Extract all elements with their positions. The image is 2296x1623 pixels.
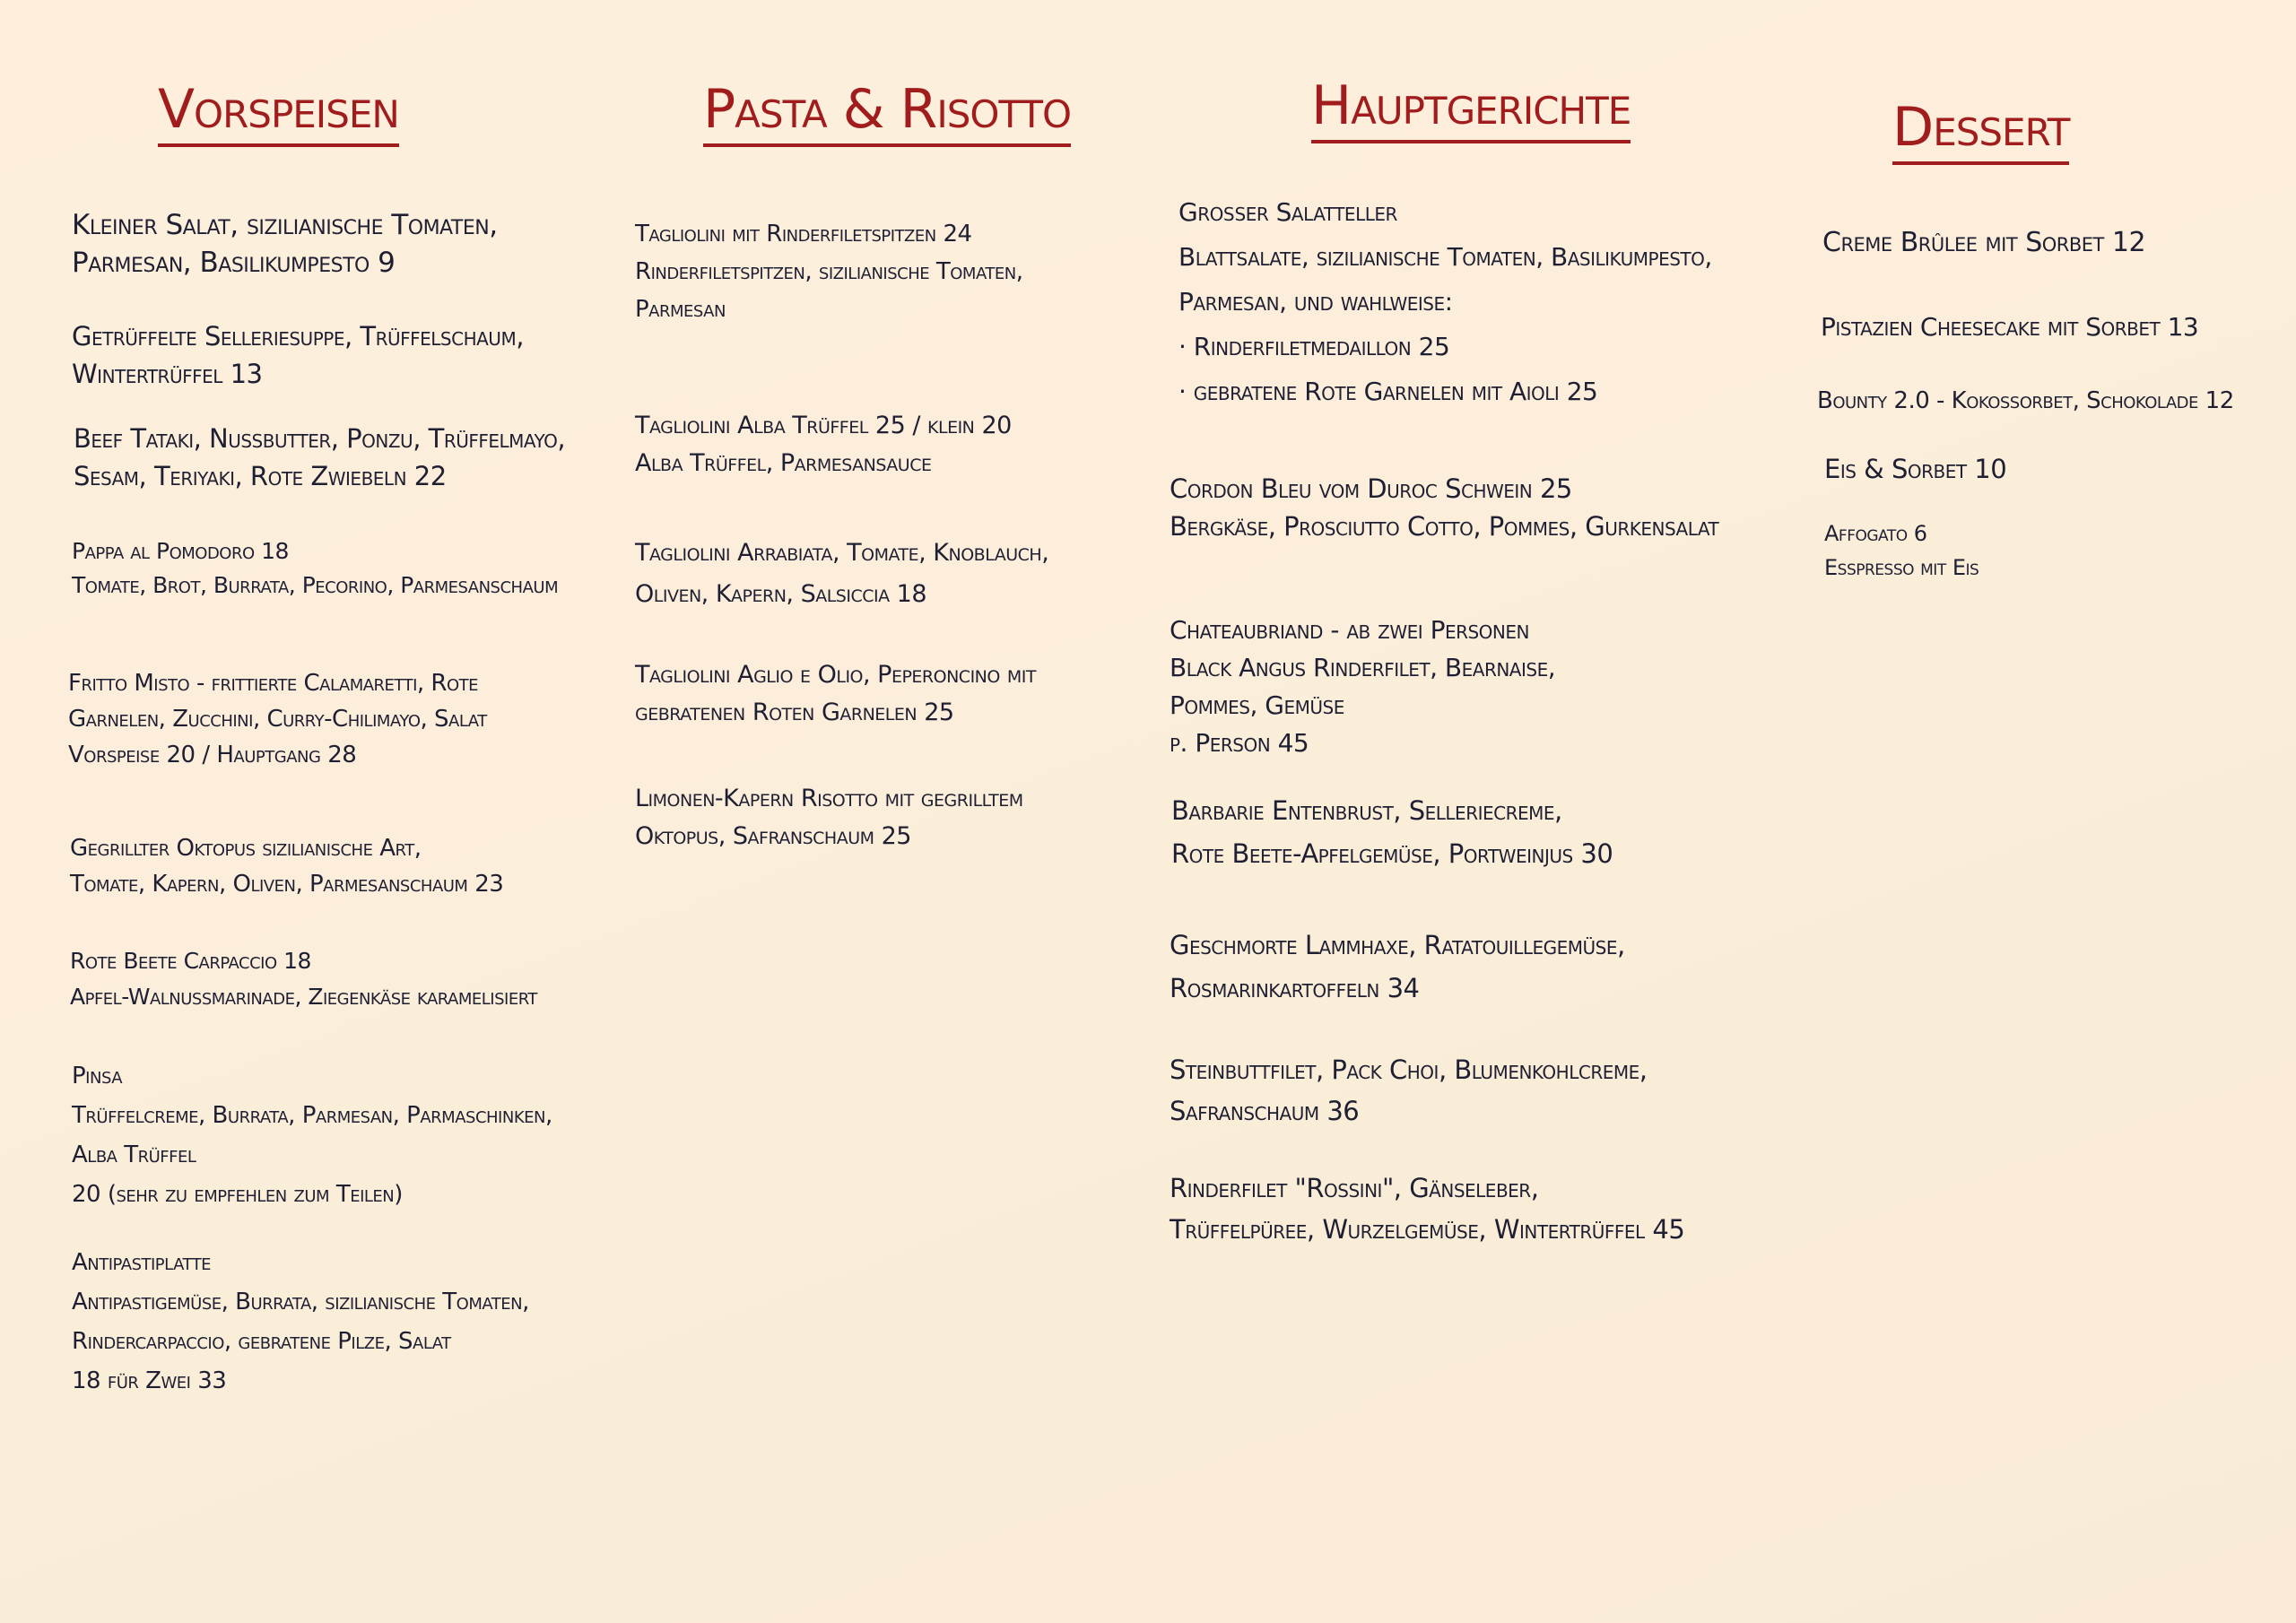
menu-item-detail: Parmesan, und wahlweise: bbox=[1178, 287, 1453, 317]
menu-item-title: Gegrillter Oktopus sizilianische Art, bbox=[70, 835, 422, 862]
menu-item-cordon-bleu bbox=[1170, 470, 1718, 545]
menu-item-title: Tagliolini Alba Trüffel 25 / klein 20 bbox=[635, 412, 1012, 439]
menu-item-detail: Oktopus, Safranschaum 25 bbox=[635, 822, 911, 850]
menu-item-title: Tagliolini mit Rinderfiletspitzen 24 bbox=[635, 221, 972, 247]
menu-item-detail: Blattsalate, sizilianische Tomaten, Basilikumpesto, bbox=[1178, 242, 1712, 272]
menu-item-rinderfilet-rossini bbox=[1170, 1167, 1684, 1250]
menu-item-detail: Rindercarpaccio, gebratene Pilze, Salat bbox=[72, 1328, 451, 1355]
menu-item-detail: Trüffelcreme, Burrata, Parmesan, Parmaschinken, bbox=[72, 1102, 552, 1129]
menu-item-fritto-misto bbox=[68, 665, 487, 773]
menu-item-pappa-al-pomodoro bbox=[72, 534, 558, 603]
menu-item-detail: · gebratene Rote Garnelen mit Aioli 25 bbox=[1178, 377, 1598, 406]
menu-item-title: Kleiner Salat, sizilianische Tomaten, bbox=[72, 209, 498, 241]
heading-vorspeisen: Vorspeisen bbox=[158, 82, 399, 147]
menu-item-title: Geschmorte Lammhaxe, Ratatouillegemüse, bbox=[1170, 930, 1625, 960]
menu-item-bounty bbox=[1817, 382, 2234, 420]
menu-item-tagliolini-arrabiata bbox=[635, 533, 1048, 615]
menu-item-detail: gebratenen Roten Garnelen 25 bbox=[635, 699, 954, 726]
menu-item-detail: Alba Trüffel bbox=[72, 1141, 196, 1168]
menu-item-title: Cordon Bleu vom Duroc Schwein 25 bbox=[1170, 473, 1572, 504]
menu-item-detail: Pommes, Gemüse bbox=[1170, 690, 1344, 720]
menu-item-title: Creme Brûlee mit Sorbet 12 bbox=[1822, 227, 2146, 258]
menu-item-tagliolini-alba-trueffel bbox=[635, 407, 1012, 482]
menu-item-detail: p. Person 45 bbox=[1170, 728, 1309, 758]
menu-item-title: Limonen-Kapern Risotto mit gegrilltem bbox=[635, 785, 1023, 812]
menu-item-detail: Tomate, Brot, Burrata, Pecorino, Parmesanschaum bbox=[72, 572, 559, 598]
menu-item-detail: Black Angus Rinderfilet, Bearnaise, bbox=[1170, 653, 1556, 682]
menu-item-grosser-salatteller bbox=[1178, 190, 1712, 414]
menu-item-detail: Garnelen, Zucchini, Curry-Chilimayo, Salat bbox=[68, 706, 487, 733]
menu-item-detail: Alba Trüffel, Parmesansauce bbox=[635, 449, 932, 477]
menu-item-detail: · Rinderfiletmedaillon 25 bbox=[1178, 332, 1450, 361]
heading-hauptgerichte: Hauptgerichte bbox=[1311, 79, 1631, 143]
menu-item-kleiner-salat bbox=[72, 206, 498, 282]
menu-item-detail: Bergkäse, Prosciutto Cotto, Pommes, Gurkensalat bbox=[1170, 511, 1719, 542]
menu-item-detail: Apfel-Walnussmarinade, Ziegenkäse karamelisiert bbox=[70, 984, 537, 1010]
menu-item-title: Rinderfilet "Rossini", Gänseleber, bbox=[1170, 1173, 1539, 1203]
menu-item-title: Großer Salatteller bbox=[1178, 197, 1397, 227]
menu-item-title: Beef Tataki, Nussbutter, Ponzu, Trüffelmayo, bbox=[74, 423, 566, 454]
menu-item-detail: Rinderfiletspitzen, sizilianische Tomaten, bbox=[635, 258, 1023, 285]
menu-item-detail: Parmesan bbox=[635, 296, 726, 323]
menu-item-title: Affogato 6 bbox=[1824, 521, 1927, 546]
menu-item-title: Antipastiplatte bbox=[72, 1249, 212, 1276]
heading-dessert: Dessert bbox=[1892, 100, 2069, 165]
heading-pasta-risotto: Pasta & Risotto bbox=[703, 82, 1071, 147]
menu-item-detail: Rote Beete-Apfelgemüse, Portweinjus 30 bbox=[1171, 838, 1613, 869]
menu-item-detail: Wintertrüffel 13 bbox=[72, 359, 263, 389]
menu-item-chateaubriand bbox=[1170, 612, 1555, 762]
menu-item-title: Getrüffelte Selleriesuppe, Trüffelschaum, bbox=[72, 321, 524, 352]
menu-item-title: Barbarie Entenbrust, Selleriecreme, bbox=[1171, 795, 1562, 826]
menu-item-detail: Rosmarinkartoffeln 34 bbox=[1170, 973, 1420, 1003]
menu-item-limonen-kapern-risotto bbox=[635, 780, 1023, 855]
menu-item-geschmorte-lammhaxe bbox=[1170, 924, 1625, 1010]
menu-item-selleriesuppe bbox=[72, 317, 524, 393]
menu-item-title: Rote Beete Carpaccio 18 bbox=[70, 948, 311, 974]
menu-item-detail: Parmesan, Basilikumpesto 9 bbox=[72, 247, 396, 279]
menu-item-steinbuttfilet bbox=[1170, 1049, 1647, 1132]
menu-item-rote-beete-carpaccio bbox=[70, 943, 537, 1015]
menu-item-detail: Sesam, Teriyaki, Rote Zwiebeln 22 bbox=[74, 461, 447, 491]
menu-item-tagliolini-rinderfiletspitzen bbox=[635, 215, 1022, 328]
menu-item-detail: Vorspeise 20 / Hauptgang 28 bbox=[68, 742, 357, 768]
menu-item-detail: Safranschaum 36 bbox=[1170, 1096, 1360, 1126]
menu-item-detail: 18 für Zwei 33 bbox=[72, 1367, 227, 1394]
menu-item-detail: Esspresso mit Eis bbox=[1824, 555, 1979, 580]
menu-item-title: Eis & Sorbet 10 bbox=[1824, 454, 2007, 484]
menu-item-detail: Tomate, Kapern, Oliven, Parmesanschaum 23 bbox=[70, 871, 504, 898]
menu-item-barbarie-entenbrust bbox=[1171, 789, 1613, 875]
menu-item-title: Fritto Misto - frittierte Calamaretti, Rote bbox=[68, 670, 479, 697]
menu-item-detail: 20 (sehr zu empfehlen zum Teilen) bbox=[72, 1181, 403, 1208]
menu-item-tagliolini-aglio-olio bbox=[635, 656, 1036, 732]
menu-item-title: Steinbuttfilet, Pack Choi, Blumenkohlcreme, bbox=[1170, 1055, 1648, 1085]
menu-item-title: Pinsa bbox=[72, 1063, 123, 1089]
menu-item-title: Tagliolini Arrabiata, Tomate, Knoblauch, bbox=[635, 539, 1049, 567]
menu-item-pinsa bbox=[72, 1056, 552, 1214]
menu-item-title: Tagliolini Aglio e Olio, Peperoncino mit bbox=[635, 661, 1037, 689]
menu-item-oktopus bbox=[70, 830, 503, 902]
menu-item-creme-brulee bbox=[1822, 224, 2145, 262]
menu-item-eis-sorbet bbox=[1824, 450, 2006, 488]
menu-item-title: Bounty 2.0 - Kokossorbet, Schokolade 12 bbox=[1817, 387, 2234, 414]
menu-item-detail: Trüffelpüree, Wurzelgemüse, Wintertrüffel 45 bbox=[1170, 1214, 1685, 1245]
menu-item-pistazien-cheesecake bbox=[1821, 308, 2198, 346]
menu-item-detail: Oliven, Kapern, Salsiccia 18 bbox=[635, 580, 927, 608]
menu-item-title: Chateaubriand - ab zwei Personen bbox=[1170, 615, 1529, 645]
menu-item-detail: Antipastigemüse, Burrata, sizilianische Tomaten, bbox=[72, 1289, 529, 1315]
menu-item-beef-tataki bbox=[74, 420, 565, 495]
menu-item-title: Pappa al Pomodoro 18 bbox=[72, 538, 289, 564]
menu-item-antipastiplatte bbox=[72, 1243, 529, 1401]
menu-item-affogato bbox=[1824, 516, 1979, 585]
menu-item-title: Pistazien Cheesecake mit Sorbet 13 bbox=[1821, 312, 2199, 342]
